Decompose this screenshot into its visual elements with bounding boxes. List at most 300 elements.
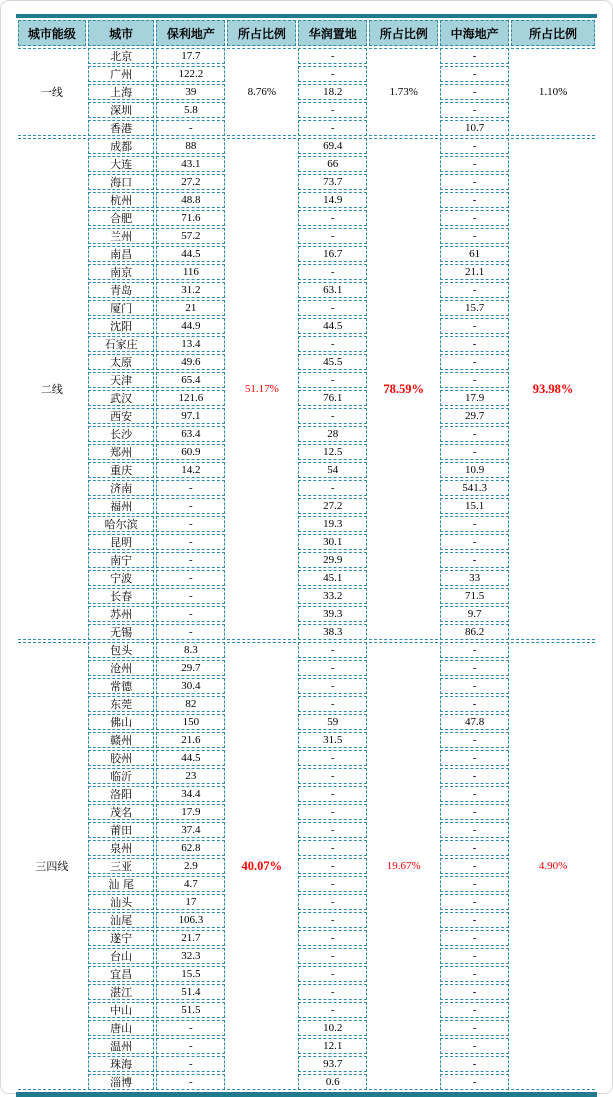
poly-value-cell: 27.2	[156, 174, 225, 190]
city-cell: 杭州	[88, 192, 155, 208]
coli-value-cell: -	[440, 1038, 509, 1054]
poly-value-cell: 44.9	[156, 318, 225, 334]
cr-value-cell: -	[298, 948, 367, 964]
poly-value-cell: -	[156, 480, 225, 496]
city-cell: 汕尾	[88, 912, 155, 928]
coli-value-cell: -	[440, 732, 509, 748]
cr-value-cell: -	[298, 768, 367, 784]
coli-value-cell: -	[440, 930, 509, 946]
coli-value-cell: -	[440, 552, 509, 568]
cr-value-cell: 33.2	[298, 588, 367, 604]
city-cell: 南宁	[88, 552, 155, 568]
poly-value-cell: -	[156, 534, 225, 550]
cr-value-cell: -	[298, 300, 367, 316]
city-cell: 三亚	[88, 858, 155, 874]
poly-value-cell: 14.2	[156, 462, 225, 478]
city-cell: 汕 尾	[88, 876, 155, 892]
table-row	[18, 606, 595, 622]
city-cell: 武汉	[88, 390, 155, 406]
city-cell: 香港	[88, 120, 155, 136]
coli-value-cell: 541.3	[440, 480, 509, 496]
coli-value-cell: -	[440, 822, 509, 838]
cr-value-cell: -	[298, 804, 367, 820]
coli-value-cell: 86.2	[440, 624, 509, 640]
coli-percent-cell: 93.98%	[511, 138, 595, 640]
table-row	[18, 336, 595, 352]
poly-value-cell: -	[156, 552, 225, 568]
city-cell: 大连	[88, 156, 155, 172]
table-row	[18, 750, 595, 766]
poly-value-cell: 8.3	[156, 642, 225, 658]
poly-value-cell: 62.8	[156, 840, 225, 856]
poly-value-cell: 48.8	[156, 192, 225, 208]
cr-percent-cell: 1.73%	[369, 48, 438, 136]
table-row	[18, 660, 595, 676]
coli-value-cell: 10.9	[440, 462, 509, 478]
table-row	[18, 534, 595, 550]
cr-value-cell: 27.2	[298, 498, 367, 514]
cr-value-cell: -	[298, 372, 367, 388]
table-row	[18, 1002, 595, 1018]
table-row	[18, 66, 595, 82]
poly-value-cell: -	[156, 1038, 225, 1054]
table-row	[18, 696, 595, 712]
poly-value-cell: 44.5	[156, 246, 225, 262]
poly-value-cell: 44.5	[156, 750, 225, 766]
poly-value-cell: 21	[156, 300, 225, 316]
cr-value-cell: 10.2	[298, 1020, 367, 1036]
coli-value-cell: -	[440, 336, 509, 352]
table-row	[18, 84, 595, 100]
city-cell: 哈尔滨	[88, 516, 155, 532]
poly-value-cell: 23	[156, 768, 225, 784]
cr-value-cell: -	[298, 228, 367, 244]
poly-value-cell: 63.4	[156, 426, 225, 442]
table-row	[18, 426, 595, 442]
poly-percent-cell: 8.76%	[227, 48, 296, 136]
city-cell: 郑州	[88, 444, 155, 460]
coli-value-cell: 15.1	[440, 498, 509, 514]
table-row	[18, 1020, 595, 1036]
cr-value-cell: -	[298, 786, 367, 802]
table-row	[18, 300, 595, 316]
coli-value-cell: 29.7	[440, 408, 509, 424]
coli-value-cell: -	[440, 786, 509, 802]
poly-value-cell: -	[156, 588, 225, 604]
coli-value-cell: -	[440, 1020, 509, 1036]
header-cell-3: 所占比例	[227, 20, 296, 46]
poly-percent-cell: 40.07%	[227, 642, 296, 1090]
poly-value-cell: 43.1	[156, 156, 225, 172]
poly-value-cell: 2.9	[156, 858, 225, 874]
city-cell: 太原	[88, 354, 155, 370]
table-row	[18, 390, 595, 406]
coli-value-cell: -	[440, 876, 509, 892]
poly-value-cell: 51.4	[156, 984, 225, 1000]
cr-percent-cell: 19.67%	[369, 642, 438, 1090]
city-cell: 温州	[88, 1038, 155, 1054]
table-row	[18, 570, 595, 586]
poly-value-cell: 15.5	[156, 966, 225, 982]
coli-value-cell: -	[440, 48, 509, 64]
table-row	[18, 210, 595, 226]
table-row	[18, 624, 595, 640]
header-cell-0: 城市能级	[18, 20, 86, 46]
table-row	[18, 192, 595, 208]
city-cell: 海口	[88, 174, 155, 190]
poly-value-cell: 17.9	[156, 804, 225, 820]
table-row	[18, 1056, 595, 1072]
header-cell-2: 保利地产	[156, 20, 225, 46]
table-row	[18, 516, 595, 532]
coli-value-cell: -	[440, 894, 509, 910]
cr-value-cell: -	[298, 1002, 367, 1018]
table-row	[18, 840, 595, 856]
table-row	[18, 480, 595, 496]
city-cell: 长沙	[88, 426, 155, 442]
coli-value-cell: -	[440, 966, 509, 982]
coli-value-cell: -	[440, 102, 509, 118]
poly-value-cell: 17	[156, 894, 225, 910]
table-row	[18, 156, 595, 172]
cr-value-cell: 39.3	[298, 606, 367, 622]
city-cell: 沈阳	[88, 318, 155, 334]
city-cell: 茂名	[88, 804, 155, 820]
city-cell: 宜昌	[88, 966, 155, 982]
header-cell-5: 所占比例	[369, 20, 438, 46]
coli-value-cell: -	[440, 696, 509, 712]
cr-value-cell: 30.1	[298, 534, 367, 550]
poly-value-cell: 60.9	[156, 444, 225, 460]
table-row	[18, 948, 595, 964]
poly-value-cell: 82	[156, 696, 225, 712]
city-cell: 泉州	[88, 840, 155, 856]
table-row	[18, 354, 595, 370]
coli-value-cell: -	[440, 1074, 509, 1090]
table-row	[18, 318, 595, 334]
city-cell: 包头	[88, 642, 155, 658]
city-cell: 台山	[88, 948, 155, 964]
coli-value-cell: -	[440, 678, 509, 694]
coli-value-cell: -	[440, 750, 509, 766]
tier-cell: 一线	[18, 48, 86, 136]
city-cell: 莆田	[88, 822, 155, 838]
poly-value-cell: 30.4	[156, 678, 225, 694]
poly-value-cell: 21.7	[156, 930, 225, 946]
tier-cell: 二线	[18, 138, 86, 640]
coli-value-cell: -	[440, 84, 509, 100]
cr-value-cell: 44.5	[298, 318, 367, 334]
table-row	[18, 822, 595, 838]
poly-value-cell: 29.7	[156, 660, 225, 676]
cr-value-cell: 19.3	[298, 516, 367, 532]
cr-value-cell: -	[298, 102, 367, 118]
cr-value-cell: -	[298, 408, 367, 424]
cr-value-cell: 63.1	[298, 282, 367, 298]
table-row	[18, 48, 595, 64]
poly-percent-cell: 51.17%	[227, 138, 296, 640]
coli-value-cell: -	[440, 426, 509, 442]
coli-value-cell: -	[440, 768, 509, 784]
poly-value-cell: 71.6	[156, 210, 225, 226]
table-row	[18, 462, 595, 478]
city-cell: 长春	[88, 588, 155, 604]
cr-value-cell: -	[298, 894, 367, 910]
cr-value-cell: 73.7	[298, 174, 367, 190]
city-cell: 临沂	[88, 768, 155, 784]
poly-value-cell: 21.6	[156, 732, 225, 748]
table-row	[18, 768, 595, 784]
coli-value-cell: 9.7	[440, 606, 509, 622]
poly-value-cell: 34.4	[156, 786, 225, 802]
poly-value-cell: -	[156, 516, 225, 532]
city-cell: 昆明	[88, 534, 155, 550]
poly-value-cell: -	[156, 1056, 225, 1072]
city-cell: 沧州	[88, 660, 155, 676]
cr-value-cell: 45.5	[298, 354, 367, 370]
header-cell-1: 城市	[88, 20, 155, 46]
city-cell: 淄博	[88, 1074, 155, 1090]
cr-value-cell: -	[298, 930, 367, 946]
city-cell: 深圳	[88, 102, 155, 118]
coli-value-cell: -	[440, 318, 509, 334]
poly-value-cell: 122.2	[156, 66, 225, 82]
city-cell: 南昌	[88, 246, 155, 262]
coli-value-cell: -	[440, 516, 509, 532]
city-cell: 青岛	[88, 282, 155, 298]
poly-value-cell: 121.6	[156, 390, 225, 406]
coli-value-cell: 17.9	[440, 390, 509, 406]
table-row	[18, 444, 595, 460]
coli-value-cell: -	[440, 444, 509, 460]
table-row	[18, 894, 595, 910]
coli-value-cell: 47.8	[440, 714, 509, 730]
header-cell-7: 所占比例	[511, 20, 595, 46]
table-row	[18, 858, 595, 874]
poly-value-cell: 116	[156, 264, 225, 280]
coli-value-cell: -	[440, 1002, 509, 1018]
coli-value-cell: -	[440, 642, 509, 658]
poly-value-cell: 5.8	[156, 102, 225, 118]
cr-value-cell: 59	[298, 714, 367, 730]
coli-percent-cell: 1.10%	[511, 48, 595, 136]
table-row	[18, 876, 595, 892]
table-row	[18, 984, 595, 1000]
coli-value-cell: 71.5	[440, 588, 509, 604]
table-row	[18, 1074, 595, 1090]
coli-value-cell: -	[440, 66, 509, 82]
cr-value-cell: -	[298, 336, 367, 352]
city-cell: 石家庄	[88, 336, 155, 352]
city-cell: 赣州	[88, 732, 155, 748]
poly-value-cell: -	[156, 624, 225, 640]
poly-value-cell: 32.3	[156, 948, 225, 964]
coli-value-cell: -	[440, 660, 509, 676]
poly-value-cell: 37.4	[156, 822, 225, 838]
table-row	[18, 930, 595, 946]
poly-value-cell: -	[156, 120, 225, 136]
cr-value-cell: 66	[298, 156, 367, 172]
header-row	[18, 20, 595, 46]
cr-value-cell: -	[298, 840, 367, 856]
cr-value-cell: -	[298, 48, 367, 64]
city-cell: 湛江	[88, 984, 155, 1000]
coli-value-cell: -	[440, 840, 509, 856]
table-row	[18, 282, 595, 298]
table-row	[18, 714, 595, 730]
cr-value-cell: 28	[298, 426, 367, 442]
cr-value-cell: -	[298, 912, 367, 928]
poly-value-cell: 97.1	[156, 408, 225, 424]
cr-value-cell: -	[298, 750, 367, 766]
city-cell: 珠海	[88, 1056, 155, 1072]
cr-value-cell: 14.9	[298, 192, 367, 208]
cr-value-cell: 12.5	[298, 444, 367, 460]
cr-value-cell: 54	[298, 462, 367, 478]
coli-value-cell: 10.7	[440, 120, 509, 136]
table-row	[18, 588, 595, 604]
cr-value-cell: 38.3	[298, 624, 367, 640]
coli-value-cell: 61	[440, 246, 509, 262]
coli-value-cell: -	[440, 534, 509, 550]
city-cell: 上海	[88, 84, 155, 100]
city-cell: 广州	[88, 66, 155, 82]
poly-value-cell: 17.7	[156, 48, 225, 64]
city-cell: 无锡	[88, 624, 155, 640]
city-cell: 佛山	[88, 714, 155, 730]
city-cell: 福州	[88, 498, 155, 514]
poly-value-cell: -	[156, 498, 225, 514]
header-cell-6: 中海地产	[440, 20, 509, 46]
city-cell: 东莞	[88, 696, 155, 712]
cr-value-cell: 0.6	[298, 1074, 367, 1090]
poly-value-cell: 31.2	[156, 282, 225, 298]
coli-value-cell: -	[440, 1056, 509, 1072]
table-row	[18, 786, 595, 802]
poly-value-cell: 65.4	[156, 372, 225, 388]
tier-cell: 三四线	[18, 642, 86, 1090]
cr-value-cell: 18.2	[298, 84, 367, 100]
coli-value-cell: 15.7	[440, 300, 509, 316]
city-cell: 合肥	[88, 210, 155, 226]
city-cell: 常德	[88, 678, 155, 694]
table-row	[18, 138, 595, 154]
city-cell: 兰州	[88, 228, 155, 244]
coli-value-cell: -	[440, 948, 509, 964]
poly-value-cell: -	[156, 606, 225, 622]
coli-value-cell: 33	[440, 570, 509, 586]
table-row	[18, 552, 595, 568]
cr-value-cell: 12.1	[298, 1038, 367, 1054]
cr-value-cell: -	[298, 66, 367, 82]
table-row	[18, 174, 595, 190]
coli-value-cell: -	[440, 156, 509, 172]
city-cell: 厦门	[88, 300, 155, 316]
poly-value-cell: 106.3	[156, 912, 225, 928]
cr-value-cell: 76.1	[298, 390, 367, 406]
table-row	[18, 678, 595, 694]
table-row	[18, 498, 595, 514]
city-cell: 天津	[88, 372, 155, 388]
city-cell: 遂宁	[88, 930, 155, 946]
city-cell: 成都	[88, 138, 155, 154]
coli-value-cell: -	[440, 228, 509, 244]
cr-value-cell: -	[298, 120, 367, 136]
table-row	[18, 912, 595, 928]
cr-percent-cell: 78.59%	[369, 138, 438, 640]
city-cell: 重庆	[88, 462, 155, 478]
city-cell: 汕头	[88, 894, 155, 910]
poly-value-cell: 88	[156, 138, 225, 154]
cr-value-cell: 45.1	[298, 570, 367, 586]
cr-value-cell: 69.4	[298, 138, 367, 154]
poly-value-cell: 4.7	[156, 876, 225, 892]
cr-value-cell: -	[298, 966, 367, 982]
city-landbank-table	[16, 14, 597, 1097]
cr-value-cell: 93.7	[298, 1056, 367, 1072]
poly-value-cell: 51.5	[156, 1002, 225, 1018]
poly-value-cell: 49.6	[156, 354, 225, 370]
city-cell: 南京	[88, 264, 155, 280]
coli-value-cell: -	[440, 984, 509, 1000]
table-row	[18, 642, 595, 658]
table-row	[18, 1038, 595, 1054]
table-row	[18, 246, 595, 262]
city-cell: 西安	[88, 408, 155, 424]
coli-value-cell: -	[440, 858, 509, 874]
coli-value-cell: 21.1	[440, 264, 509, 280]
coli-value-cell: -	[440, 210, 509, 226]
poly-value-cell: -	[156, 1074, 225, 1090]
coli-value-cell: -	[440, 912, 509, 928]
city-cell: 北京	[88, 48, 155, 64]
table-row	[18, 372, 595, 388]
cr-value-cell: -	[298, 696, 367, 712]
city-cell: 洛阳	[88, 786, 155, 802]
city-cell: 宁波	[88, 570, 155, 586]
poly-value-cell: -	[156, 1020, 225, 1036]
cr-value-cell: -	[298, 678, 367, 694]
table-row	[18, 408, 595, 424]
cr-value-cell: -	[298, 210, 367, 226]
city-cell: 苏州	[88, 606, 155, 622]
poly-value-cell: 39	[156, 84, 225, 100]
cr-value-cell: -	[298, 858, 367, 874]
table-row	[18, 102, 595, 118]
cr-value-cell: -	[298, 264, 367, 280]
table-row	[18, 732, 595, 748]
header-cell-4: 华润置地	[298, 20, 367, 46]
cr-value-cell: 31.5	[298, 732, 367, 748]
poly-value-cell: -	[156, 570, 225, 586]
cr-value-cell: -	[298, 876, 367, 892]
table-row	[18, 120, 595, 136]
city-cell: 唐山	[88, 1020, 155, 1036]
city-cell: 胶州	[88, 750, 155, 766]
cr-value-cell: 29.9	[298, 552, 367, 568]
coli-value-cell: -	[440, 372, 509, 388]
cr-value-cell: 16.7	[298, 246, 367, 262]
coli-value-cell: -	[440, 804, 509, 820]
coli-value-cell: -	[440, 138, 509, 154]
coli-value-cell: -	[440, 192, 509, 208]
city-cell: 中山	[88, 1002, 155, 1018]
cr-value-cell: -	[298, 480, 367, 496]
city-cell: 济南	[88, 480, 155, 496]
coli-value-cell: -	[440, 282, 509, 298]
poly-value-cell: 13.4	[156, 336, 225, 352]
poly-value-cell: 150	[156, 714, 225, 730]
